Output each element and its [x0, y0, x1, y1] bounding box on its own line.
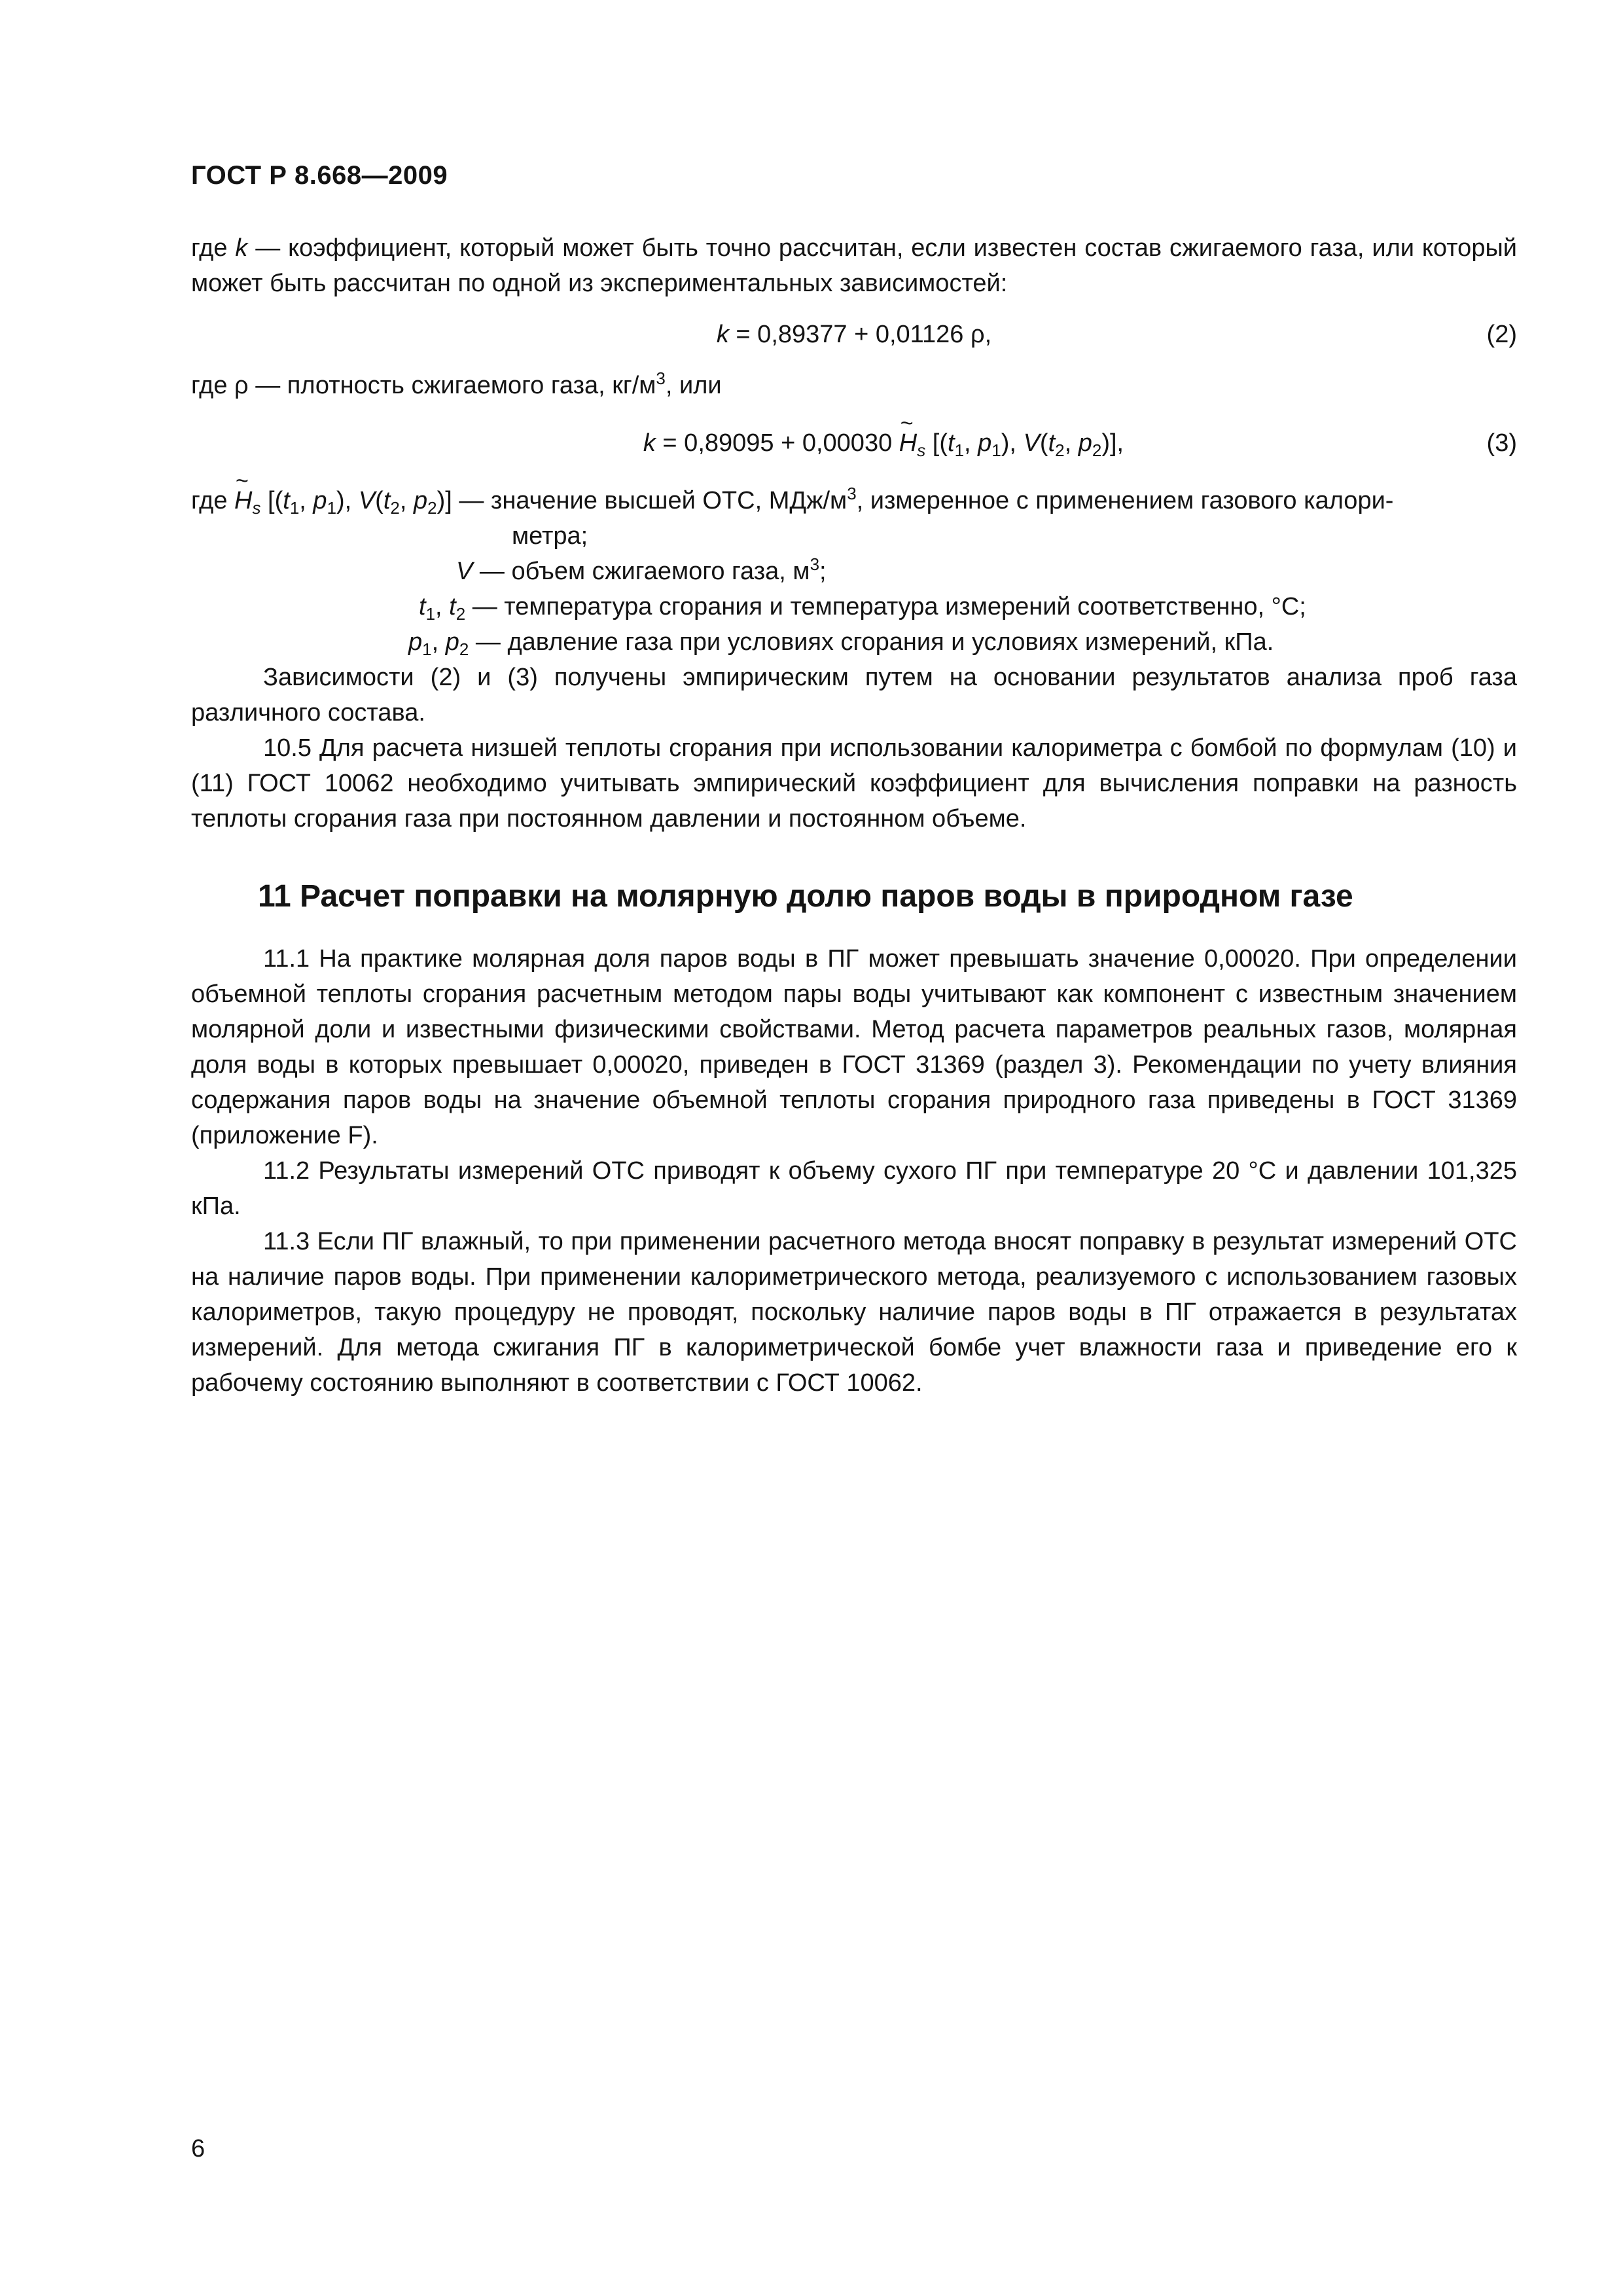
v-symbol: V — [456, 558, 473, 585]
sub-1: 1 — [327, 498, 337, 518]
sub-1: 1 — [954, 440, 965, 460]
rho-def-text: где ρ — плотность сжигаемого газа, кг/м — [191, 372, 656, 399]
p-symbol: p — [445, 628, 459, 656]
t-symbol: t — [948, 429, 955, 457]
sub-2: 2 — [1092, 440, 1102, 460]
formula-2-number: (2) — [1486, 321, 1517, 348]
where-h-text: )] — значение высшей ОТС, МДж/м — [437, 487, 847, 514]
intro-text-a: где — [191, 234, 236, 262]
document-header: ГОСТ Р 8.668—2009 — [191, 161, 448, 190]
t-symbol: t — [1048, 429, 1056, 457]
page-number: 6 — [191, 2135, 205, 2162]
sub-1: 1 — [422, 639, 432, 659]
sub-2: 2 — [427, 498, 437, 518]
section-11-heading: 11 Расчет поправки на молярную долю паров воды в природном газе — [258, 879, 1353, 914]
where-t-text: — температура сгорания и температура измерений соответственно, °С; — [465, 593, 1306, 620]
formula-3 — [191, 425, 1517, 461]
sub-2: 2 — [1055, 440, 1065, 460]
formula-2 — [191, 317, 1517, 352]
p-symbol: p — [1078, 429, 1092, 457]
p-symbol: p — [313, 487, 327, 514]
where-h-sup: 3 — [847, 484, 857, 503]
formula-3-text-c: ), — [336, 487, 359, 514]
k-symbol: k — [235, 234, 248, 262]
where-h-text-end: , измеренное с применением газового калори- — [856, 487, 1394, 514]
where-p-definition — [408, 624, 1517, 660]
formula-3-text-c: ), — [1001, 429, 1024, 457]
h-tilde-symbol: ~ H — [234, 483, 252, 518]
v-symbol: V — [358, 487, 376, 514]
comma: , — [1064, 429, 1079, 457]
formula-3-number: (3) — [1486, 429, 1517, 457]
comma: , — [399, 487, 414, 514]
rho-def-sup: 3 — [656, 368, 666, 388]
comma: , — [435, 593, 450, 620]
sub-2: 2 — [459, 639, 469, 659]
formula-2-text: = 0,89377 + 0,01126 ρ, — [728, 321, 992, 348]
formula-3-expression: k = 0,89095 + 0,00030 ~ $H_s$ [($t_1$, $p_1$), $V(t_2$, $p_2$)], — [191, 425, 1517, 461]
intro-text-b: — коэффициент, который может быть точно рассчитан, если известен состав сжигаемого газа, или который может быть рассчитан по одной из экспериментальных зависимостей: — [191, 234, 1517, 297]
formula-3-text-d: )], — [1101, 429, 1124, 457]
where-h-continuation: метра; — [512, 522, 588, 550]
comma: , — [964, 429, 978, 457]
v-symbol: V — [1023, 429, 1040, 457]
sub-1: 1 — [425, 604, 436, 624]
intro-paragraph — [191, 230, 1517, 301]
dependencies-paragraph: Зависимости (2) и (3) получены эмпирическим путем на основании результатов анализа проб газа различного состава. — [191, 664, 1517, 726]
s-subscript: s — [917, 440, 926, 460]
where-v-text: — объем сжигаемого газа, м — [473, 558, 810, 585]
k-symbol: k — [716, 321, 729, 348]
t-symbol: t — [383, 487, 391, 514]
p-symbol: p — [413, 487, 428, 514]
t-symbol: t — [449, 593, 456, 620]
paragraph-10-5: 10.5 Для расчета низшей теплоты сгорания при использовании калориметра с бомбой по формулам (10) и (11) ГОСТ 10062 необходимо учитывать эмпирический коэффициент для вычисления поправки на разность теплоты сгорания газа при постоянном давлении и постоянном объеме. — [191, 734, 1517, 833]
sub-2: 2 — [455, 604, 466, 624]
k-symbol: k — [643, 429, 656, 457]
p-symbol: p — [408, 628, 423, 656]
formula-2-expression — [191, 317, 1517, 352]
rho-definition — [191, 368, 1517, 403]
where-lead: где — [191, 487, 235, 514]
paragraph-11-2: 11.2 Результаты измерений ОТС приводят к объему сухого ПГ при температуре 20 °С и давлении 101,325 кПа. — [191, 1157, 1517, 1220]
formula-3-text-a: = 0,89095 + 0,00030 — [655, 429, 899, 457]
where-h-definition: где ~ $H_s$ [($t_1$, $p_1$), $V(t_2$, $p_2$)] — значение высшей ОТС, МДж/$м^3$, измеренное с применением газового калори- — [191, 483, 1517, 518]
h-tilde-symbol: ~ H — [899, 425, 917, 461]
sub-1: 1 — [991, 440, 1001, 460]
paragraph-11-1: 11.1 На практике молярная доля паров воды в ПГ может превышать значение 0,00020. При определении объемной теплоты сгорания расчетным методом пары воды учитывают как компонент с известным значением молярной доли и известными физическими свойствами. Метод расчета параметров реальных газов, молярная доля воды в которых превышает 0,00020, приведен в ГОСТ 31369 (раздел 3). Рекомендации по учету влияния содержания паров воды на значение объемной теплоты сгорания природного газа приведены в ГОСТ 31369 (приложение F). — [191, 945, 1517, 1149]
s-subscript: s — [252, 498, 261, 518]
where-v-definition — [456, 554, 1517, 589]
t-symbol: t — [283, 487, 290, 514]
where-t-definition — [419, 589, 1517, 624]
document-body — [191, 230, 1517, 1401]
where-p-text: — давление газа при условиях сгорания и условиях измерений, кПа. — [469, 628, 1274, 656]
comma: , — [431, 628, 446, 656]
comma: , — [299, 487, 313, 514]
sub-1: 1 — [289, 498, 300, 518]
sub-2: 2 — [390, 498, 400, 518]
t-symbol: t — [419, 593, 426, 620]
paragraph-11-3: 11.3 Если ПГ влажный, то при применении расчетного метода вносят поправку в результат измерений ОТС на наличие паров воды. При применении калориметрического метода, реализуемого с использованием газовых калориметров, такую процедуру не проводят, поскольку наличие паров воды в ПГ отражается в результатах измерений. Для метода сжигания ПГ в калориметрической бомбе учет влажности газа и приведение его к рабочему состоянию выполняют в соответствии с ГОСТ 10062. — [191, 1228, 1517, 1397]
where-v-sup: 3 — [810, 554, 820, 574]
p-symbol: p — [978, 429, 992, 457]
rho-def-suffix: , или — [665, 372, 722, 399]
formula-3-bracket: [( — [925, 429, 948, 457]
where-v-end: ; — [819, 558, 827, 585]
